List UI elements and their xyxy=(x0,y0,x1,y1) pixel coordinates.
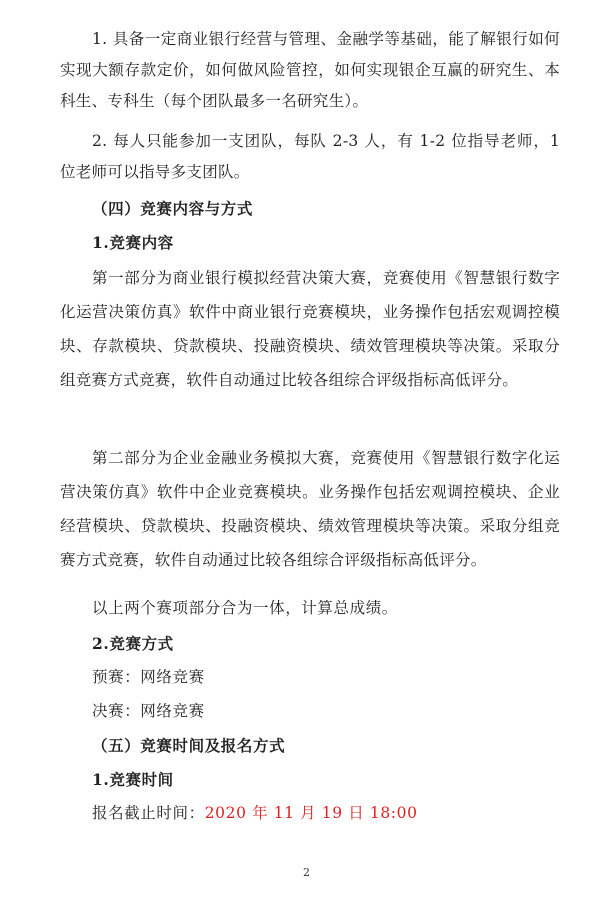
section-4-heading: （四）竞赛内容与方式 xyxy=(92,199,254,218)
summary-line: 以上两个赛项部分合为一体，计算总成绩。 xyxy=(92,599,398,617)
deadline-label: 报名截止时间： xyxy=(92,804,205,822)
part-two-paragraph: 第二部分为企业金融业务模拟大赛，竞赛使用《智慧银行数字化运营决策仿真》软件中企业竞赛模块。业务操作包括宏观调控模块、企业经营模块、贷款模块、投融资模块、绩效管理模块等决策。采取分组竞赛方式竞赛，软件自动通过比较各组综合评级指标高低评分。 xyxy=(60,449,560,569)
eligibility-paragraph: 1. 具备一定商业银行经营与管理、金融学等基础，能了解银行如何实现大额存款定价，如何做风险管控，如何实现银企互赢的研究生、本科生、专科生（每个团队最多一名研究生）。 xyxy=(60,30,560,110)
team-rule-paragraph: 2. 每人只能参加一支团队，每队 2-3 人，有 1-2 位指导老师，1 位老师可以指导多支团队。 xyxy=(60,132,560,181)
final-line: 决赛：网络竞赛 xyxy=(92,702,205,720)
competition-content-heading: 1.竞赛内容 xyxy=(92,233,174,252)
part-one-paragraph: 第一部分为商业银行模拟经营决策大赛，竞赛使用《智慧银行数字化运营决策仿真》软件中商业银行竞赛模块，业务操作包括宏观调控模块、存款模块、贷款模块、投融资模块、绩效管理模块等决策。采取分组竞赛方式竞赛，软件自动通过比较各组综合评级指标高低评分。 xyxy=(60,269,560,389)
section-5-heading: （五）竞赛时间及报名方式 xyxy=(92,736,286,755)
competition-time-heading: 1.竞赛时间 xyxy=(92,770,174,789)
deadline-line xyxy=(92,798,418,829)
deadline-value: 2020 年 11 月 19 日 18:00 xyxy=(204,804,418,822)
prelim-line: 预赛：网络竞赛 xyxy=(92,668,205,686)
competition-method-heading: 2.竞赛方式 xyxy=(92,634,174,653)
page-number: 2 xyxy=(303,866,310,879)
